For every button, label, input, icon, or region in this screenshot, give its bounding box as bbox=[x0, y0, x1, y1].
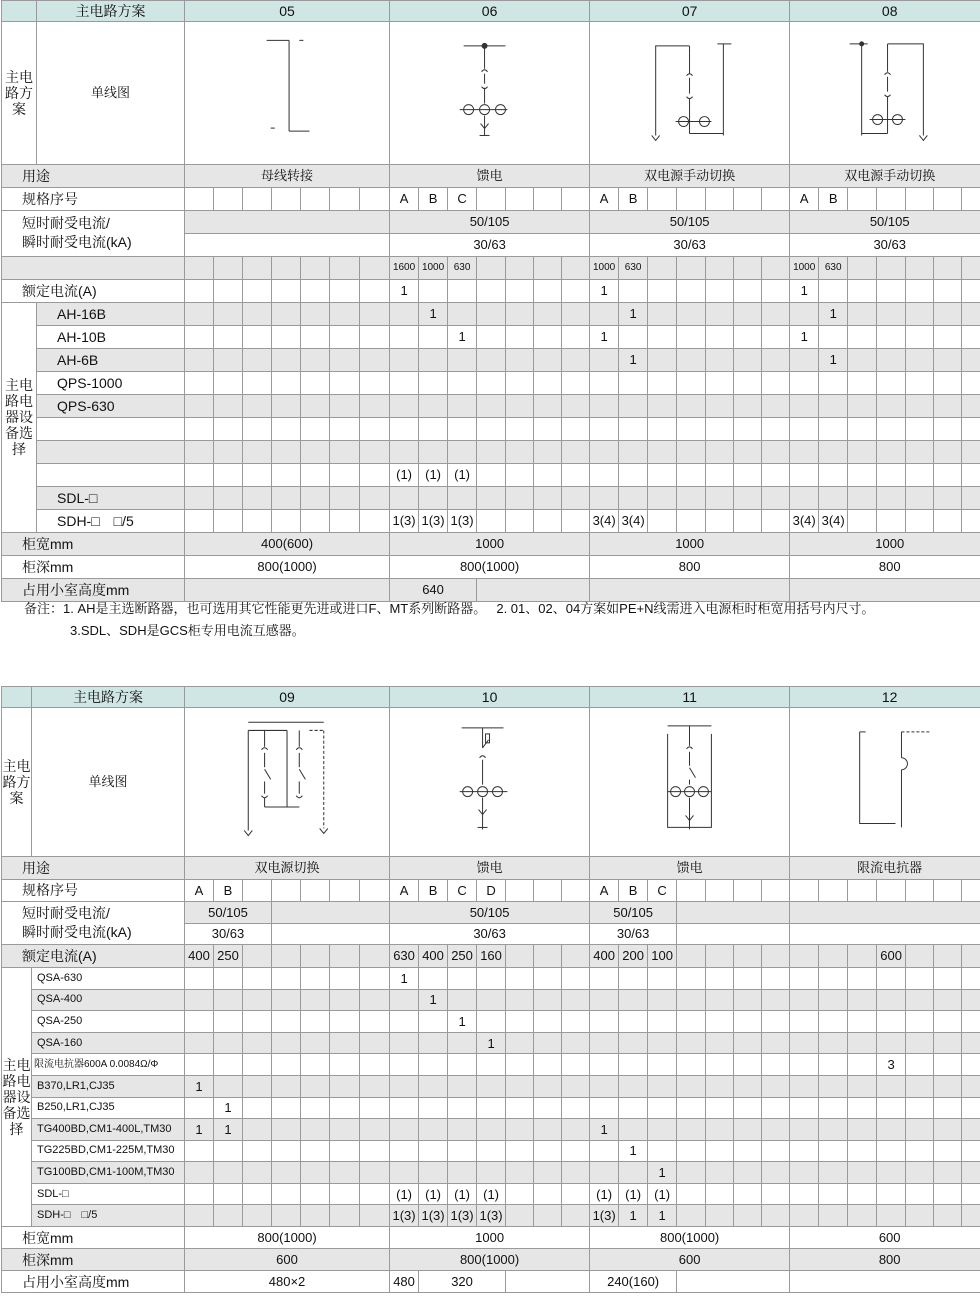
value-cell: 1 bbox=[619, 348, 648, 371]
spec-cell: A bbox=[590, 879, 619, 901]
value-cell: 30/63 bbox=[185, 923, 272, 944]
diagram-08 bbox=[790, 22, 980, 165]
diagram-07 bbox=[590, 22, 790, 165]
side-label-equipment: 主电路电器设备选择 bbox=[2, 302, 37, 532]
dual-source-switch-diagram-08 bbox=[790, 24, 980, 162]
diagram-row bbox=[2, 22, 980, 165]
equipment-name: 限流电抗器600A 0.0084Ω/Φ bbox=[32, 1054, 185, 1076]
value-cell: 1 bbox=[619, 1205, 648, 1227]
equipment-name: AH-6B bbox=[37, 348, 185, 371]
value-cell: 30/63 bbox=[590, 923, 677, 944]
diagram-09 bbox=[185, 708, 390, 857]
equipment-name: B250,LR1,CJ35 bbox=[32, 1097, 185, 1119]
value-cell: 1 bbox=[648, 1205, 677, 1227]
spec-cell: B bbox=[214, 879, 243, 901]
height-row bbox=[2, 1271, 980, 1293]
value-cell: (1) bbox=[448, 463, 477, 486]
value-cell: (1) bbox=[390, 463, 419, 486]
value-cell: (1) bbox=[590, 1183, 619, 1205]
value-cell: 800(1000) bbox=[185, 555, 390, 578]
equipment-row bbox=[2, 967, 980, 989]
equipment-row bbox=[2, 394, 980, 417]
side-label-scheme: 主电路方案 bbox=[2, 22, 37, 165]
spec-cell: B bbox=[619, 187, 648, 210]
feeder-diagram-11 bbox=[590, 710, 789, 854]
peak-06: 30/63 bbox=[390, 233, 590, 256]
value-cell: 1(3) bbox=[590, 1205, 619, 1227]
value-cell: (1) bbox=[448, 1183, 477, 1205]
equipment-name: SDH-□ □/5 bbox=[37, 509, 185, 532]
equipment-name: TG100BD,CM1-100M,TM30 bbox=[32, 1162, 185, 1184]
usage-11: 馈电 bbox=[590, 856, 790, 879]
spec-cell: A bbox=[390, 879, 419, 901]
value-cell: 480×2 bbox=[185, 1271, 390, 1293]
equipment-name: QSA-630 bbox=[32, 967, 185, 989]
value-cell: 1000 bbox=[590, 256, 619, 279]
diagram-12 bbox=[790, 708, 980, 857]
spec-label: 规格序号 bbox=[2, 187, 185, 210]
spec-cell: A bbox=[790, 187, 819, 210]
note-line-2: 3.SDL、SDH是GCS柜专用电流互感器。 bbox=[70, 623, 305, 638]
usage-10: 馈电 bbox=[390, 856, 590, 879]
value-cell: 1000 bbox=[590, 532, 790, 555]
short-time-07: 50/105 bbox=[590, 210, 790, 233]
value-cell: 1000 bbox=[790, 532, 980, 555]
value-cell: 3 bbox=[877, 1054, 906, 1076]
equipment-row bbox=[2, 486, 980, 509]
value-cell: (1) bbox=[390, 1183, 419, 1205]
spec-cell: A bbox=[590, 187, 619, 210]
spec-row bbox=[2, 187, 980, 210]
corner-cell bbox=[2, 1, 37, 22]
value-cell: 250 bbox=[448, 944, 477, 967]
header-label: 主电路方案 bbox=[37, 1, 185, 22]
usage-12: 限流电抗器 bbox=[790, 856, 980, 879]
value-cell: 1 bbox=[790, 325, 819, 348]
usage-09: 双电源切换 bbox=[185, 856, 390, 879]
value-cell: 1 bbox=[448, 1011, 477, 1033]
value-cell: 50/105 bbox=[590, 901, 677, 923]
depth-label: 柜深mm bbox=[2, 555, 185, 578]
value-cell: 250 bbox=[214, 944, 243, 967]
scheme-11: 11 bbox=[590, 687, 790, 708]
spec-cell: B bbox=[819, 187, 848, 210]
value-cell: 1 bbox=[214, 1119, 243, 1141]
value-cell: 3(4) bbox=[819, 509, 848, 532]
value-cell: 50/105 bbox=[390, 901, 590, 923]
value-cell: 1 bbox=[819, 348, 848, 371]
dual-source-switch-diagram-07 bbox=[590, 24, 789, 162]
spec-label: 规格序号 bbox=[2, 879, 185, 901]
value-cell: 1 bbox=[648, 1162, 677, 1184]
rated-label: 额定电流(A) bbox=[2, 279, 185, 302]
scheme-header-row bbox=[2, 687, 980, 708]
spec-cell: B bbox=[619, 879, 648, 901]
value-cell: 1 bbox=[448, 325, 477, 348]
header-label: 主电路方案 bbox=[32, 687, 185, 708]
value-cell: 1 bbox=[819, 302, 848, 325]
value-cell: 3(4) bbox=[790, 509, 819, 532]
scheme-table-09-12 bbox=[1, 686, 980, 1293]
equipment-name: QSA-250 bbox=[32, 1011, 185, 1033]
spec-cell: A bbox=[390, 187, 419, 210]
scheme-06: 06 bbox=[390, 1, 590, 22]
rated-row bbox=[2, 944, 980, 967]
equipment-row bbox=[2, 417, 980, 440]
equipment-row bbox=[2, 1183, 980, 1205]
equipment-name: SDL-□ bbox=[37, 486, 185, 509]
value-cell: 1 bbox=[419, 989, 448, 1011]
width-label: 柜宽mm bbox=[2, 1227, 185, 1249]
usage-07: 双电源手动切换 bbox=[590, 164, 790, 187]
equipment-name bbox=[37, 417, 185, 440]
equipment-name: AH-16B bbox=[37, 302, 185, 325]
value-cell: 630 bbox=[448, 256, 477, 279]
reactor-diagram bbox=[790, 710, 980, 854]
diagram-05 bbox=[185, 22, 390, 165]
short-time-06: 50/105 bbox=[390, 210, 590, 233]
value-cell: 1 bbox=[390, 967, 419, 989]
value-cell: 600 bbox=[790, 1227, 980, 1249]
equipment-row bbox=[2, 371, 980, 394]
value-cell: 1000 bbox=[790, 256, 819, 279]
equipment-name bbox=[37, 463, 185, 486]
equipment-name: QSA-160 bbox=[32, 1032, 185, 1054]
equipment-name: SDL-□ bbox=[32, 1183, 185, 1205]
value-cell: 30/63 bbox=[390, 923, 590, 944]
spec-cell: D bbox=[477, 879, 506, 901]
diagram-06 bbox=[390, 22, 590, 165]
spec-row bbox=[2, 879, 980, 901]
value-cell: 630 bbox=[819, 256, 848, 279]
value-cell: 240(160) bbox=[590, 1271, 677, 1293]
value-cell: 1(3) bbox=[448, 509, 477, 532]
value-cell: (1) bbox=[648, 1183, 677, 1205]
equipment-name: SDH-□ □/5 bbox=[32, 1205, 185, 1227]
width-label: 柜宽mm bbox=[2, 532, 185, 555]
equipment-row bbox=[2, 1054, 980, 1076]
corner-cell bbox=[2, 687, 32, 708]
usage-05: 母线转接 bbox=[185, 164, 390, 187]
scheme-header-row bbox=[2, 1, 980, 22]
equipment-name: QPS-1000 bbox=[37, 371, 185, 394]
value-cell: 1 bbox=[590, 325, 619, 348]
diagram-10 bbox=[390, 708, 590, 857]
value-cell: 1 bbox=[790, 279, 819, 302]
diagram-11 bbox=[590, 708, 790, 857]
equipment-name: TG400BD,CM1-400L,TM30 bbox=[32, 1119, 185, 1141]
value-cell: 800(1000) bbox=[390, 555, 590, 578]
short-time-row bbox=[2, 210, 980, 233]
value-cell: 1 bbox=[390, 279, 419, 302]
value-cell: 400(600) bbox=[185, 532, 390, 555]
usage-row bbox=[2, 164, 980, 187]
equipment-row bbox=[2, 1119, 980, 1141]
small-values-row bbox=[2, 256, 980, 279]
usage-row bbox=[2, 856, 980, 879]
value-cell: 320 bbox=[419, 1271, 506, 1293]
value-cell: 1 bbox=[590, 279, 619, 302]
value-cell: 400 bbox=[419, 944, 448, 967]
scheme-08: 08 bbox=[790, 1, 980, 22]
height-label: 占用小室高度mm bbox=[2, 578, 185, 601]
value-cell: 1600 bbox=[390, 256, 419, 279]
value-cell: 400 bbox=[590, 944, 619, 967]
value-cell: 1 bbox=[419, 302, 448, 325]
value-cell: 1 bbox=[477, 1032, 506, 1054]
equipment-row bbox=[2, 440, 980, 463]
scheme-05: 05 bbox=[185, 1, 390, 22]
busbar-transfer-diagram bbox=[185, 22, 389, 164]
equipment-row bbox=[2, 463, 980, 486]
height-label: 占用小室高度mm bbox=[2, 1271, 185, 1293]
short-time-row bbox=[2, 901, 980, 923]
equipment-row bbox=[2, 348, 980, 371]
value-cell: 1000 bbox=[390, 1227, 590, 1249]
value-cell: (1) bbox=[419, 1183, 448, 1205]
equipment-row bbox=[2, 1075, 980, 1097]
equipment-name: QPS-630 bbox=[37, 394, 185, 417]
current-label: 短时耐受电流/ 瞬时耐受电流(kA) bbox=[2, 901, 185, 944]
value-cell: 400 bbox=[185, 944, 214, 967]
equipment-row bbox=[2, 325, 980, 348]
spec-cell: B bbox=[419, 187, 448, 210]
equipment-row bbox=[2, 509, 980, 532]
equipment-row bbox=[2, 1097, 980, 1119]
value-cell: 800(1000) bbox=[390, 1249, 590, 1271]
equipment-row bbox=[2, 1205, 980, 1227]
rated-label: 额定电流(A) bbox=[2, 944, 185, 967]
value-cell: 480 bbox=[390, 1271, 419, 1293]
value-cell: 160 bbox=[477, 944, 506, 967]
value-cell: 50/105 bbox=[185, 901, 272, 923]
value-cell: 1(3) bbox=[419, 1205, 448, 1227]
value-cell: 1(3) bbox=[477, 1205, 506, 1227]
equipment-row bbox=[2, 1162, 980, 1184]
side-label-scheme: 主电路方案 bbox=[2, 708, 32, 857]
value-cell: 1 bbox=[619, 302, 648, 325]
equipment-row bbox=[2, 1011, 980, 1033]
depth-label: 柜深mm bbox=[2, 1249, 185, 1271]
equipment-row bbox=[2, 1032, 980, 1054]
value-cell: 200 bbox=[619, 944, 648, 967]
rated-row bbox=[2, 279, 980, 302]
value-cell: (1) bbox=[477, 1183, 506, 1205]
value-cell: 640 bbox=[390, 578, 477, 601]
value-cell: (1) bbox=[419, 463, 448, 486]
value-cell: 1(3) bbox=[448, 1205, 477, 1227]
feeder-diagram-10 bbox=[390, 710, 589, 854]
usage-06: 馈电 bbox=[390, 164, 590, 187]
value-cell: 800 bbox=[590, 555, 790, 578]
value-cell: 1 bbox=[185, 1075, 214, 1097]
value-cell: 800 bbox=[790, 1249, 980, 1271]
scheme-09: 09 bbox=[185, 687, 390, 708]
value-cell: 800(1000) bbox=[590, 1227, 790, 1249]
equipment-name bbox=[37, 440, 185, 463]
equipment-row bbox=[2, 1140, 980, 1162]
depth-row bbox=[2, 1249, 980, 1271]
spec-cell: C bbox=[448, 879, 477, 901]
value-cell: (1) bbox=[619, 1183, 648, 1205]
value-cell: 1000 bbox=[390, 532, 590, 555]
diagram-label: 单线图 bbox=[32, 708, 185, 857]
value-cell: 3(4) bbox=[619, 509, 648, 532]
value-cell: 600 bbox=[185, 1249, 390, 1271]
spec-cell: A bbox=[185, 879, 214, 901]
side-label-equipment: 主电路电器设备选择 bbox=[2, 967, 32, 1226]
value-cell: 630 bbox=[619, 256, 648, 279]
equipment-name: B370,LR1,CJ35 bbox=[32, 1075, 185, 1097]
value-cell: 600 bbox=[877, 944, 906, 967]
equipment-row bbox=[2, 989, 980, 1011]
value-cell: 1 bbox=[185, 1119, 214, 1141]
spec-cell: C bbox=[448, 187, 477, 210]
equipment-row bbox=[2, 302, 980, 325]
value-cell: 100 bbox=[648, 944, 677, 967]
scheme-12: 12 bbox=[790, 687, 980, 708]
width-row bbox=[2, 1227, 980, 1249]
usage-label: 用途 bbox=[2, 856, 185, 879]
value-cell: 1(3) bbox=[419, 509, 448, 532]
value-cell: 800 bbox=[790, 555, 980, 578]
value-cell: 1 bbox=[590, 1119, 619, 1141]
peak-07: 30/63 bbox=[590, 233, 790, 256]
dual-source-switch-diagram-09 bbox=[185, 708, 389, 856]
notes bbox=[24, 598, 875, 642]
value-cell: 1(3) bbox=[390, 1205, 419, 1227]
value-cell: 1 bbox=[619, 1140, 648, 1162]
feeder-diagram bbox=[390, 24, 589, 162]
equipment-name: QSA-400 bbox=[32, 989, 185, 1011]
equipment-name: AH-10B bbox=[37, 325, 185, 348]
equipment-name: TG225BD,CM1-225M,TM30 bbox=[32, 1140, 185, 1162]
scheme-table-05-08 bbox=[1, 0, 980, 602]
usage-08: 双电源手动切换 bbox=[790, 164, 980, 187]
depth-row bbox=[2, 555, 980, 578]
scheme-10: 10 bbox=[390, 687, 590, 708]
usage-label: 用途 bbox=[2, 164, 185, 187]
value-cell: 600 bbox=[590, 1249, 790, 1271]
diagram-row bbox=[2, 708, 980, 857]
width-row bbox=[2, 532, 980, 555]
spec-cell: B bbox=[419, 879, 448, 901]
diagram-label: 单线图 bbox=[37, 22, 185, 165]
value-cell: 1 bbox=[214, 1097, 243, 1119]
value-cell: 800(1000) bbox=[185, 1227, 390, 1249]
value-cell: 3(4) bbox=[590, 509, 619, 532]
spec-cell: C bbox=[648, 879, 677, 901]
scheme-07: 07 bbox=[590, 1, 790, 22]
short-time-08: 50/105 bbox=[790, 210, 980, 233]
value-cell: 1(3) bbox=[390, 509, 419, 532]
peak-08: 30/63 bbox=[790, 233, 980, 256]
value-cell: 630 bbox=[390, 944, 419, 967]
note-line-1: 备注：1. AH是主选断路器，也可选用其它性能更先进或进口F、MT系列断路器。 2. 01、02、04方案如PE+N线需进入电源柜时柜宽用括号内尺寸。 bbox=[24, 601, 875, 616]
value-cell: 1000 bbox=[419, 256, 448, 279]
current-label: 短时耐受电流/ 瞬时耐受电流(kA) bbox=[2, 210, 185, 256]
